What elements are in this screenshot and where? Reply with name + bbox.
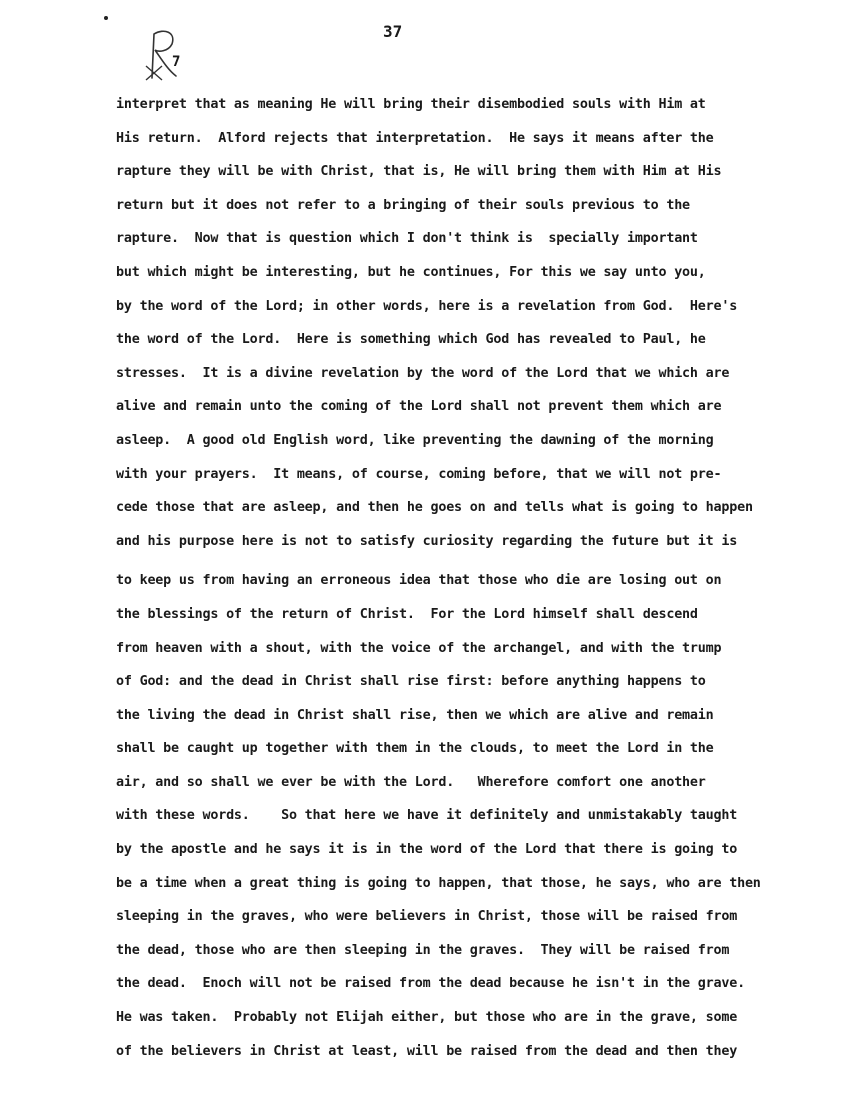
text-line: of the believers in Christ at least, will be raised from the dead and then they [116, 1043, 738, 1059]
text-line: and his purpose here is not to satisfy curiosity regarding the future but it is [116, 533, 738, 549]
text-line: from heaven with a shout, with the voice of the archangel, and with the trump [116, 640, 722, 656]
text-line: with your prayers. It means, of course, coming before, that we will not pre- [116, 466, 722, 482]
text-line: of God: and the dead in Christ shall rise first: before anything happens to [116, 674, 706, 690]
text-line: He was taken. Probably not Elijah either, but those who are in the grave, some [116, 1010, 738, 1026]
text-line: to keep us from having an erroneous idea that those who die are losing out on [116, 573, 722, 589]
text-line: with these words. So that here we have it definitely and unmistakably taught [116, 808, 738, 824]
text-line: rapture they will be with Christ, that is, He will bring them with Him at His [116, 164, 722, 180]
text-line: air, and so shall we ever be with the Lord. Wherefore comfort one another [116, 774, 706, 790]
text-line: shall be caught up together with them in the clouds, to meet the Lord in the [116, 741, 714, 757]
text-line: sleeping in the graves, who were believers in Christ, those will be raised from [116, 909, 738, 925]
text-line: the living the dead in Christ shall rise, then we which are alive and remain [116, 707, 714, 723]
text-line: by the word of the Lord; in other words, here is a revelation from God. Here's [116, 298, 738, 314]
text-line: rapture. Now that is question which I don't think is specially important [116, 231, 698, 247]
text-line: the word of the Lord. Here is something which God has revealed to Paul, he [116, 332, 706, 348]
handwritten-r-mark [140, 26, 200, 86]
margin-number: 7 [172, 54, 181, 70]
text-line: be a time when a great thing is going to happen, that those, he says, who are then [116, 875, 761, 891]
text-line: return but it does not refer to a bringing of their souls previous to the [116, 197, 690, 213]
text-line: by the apostle and he says it is in the word of the Lord that there is going to [116, 842, 738, 858]
text-line: the blessings of the return of Christ. For the Lord himself shall descend [116, 606, 698, 622]
page-number: 37 [383, 22, 403, 41]
text-line: interpret that as meaning He will bring their disembodied souls with Him at [116, 97, 706, 112]
text-line: the dead. Enoch will not be raised from the dead because he isn't in the grave. [116, 976, 745, 992]
text-line: stresses. It is a divine revelation by the word of the Lord that we which are [116, 365, 730, 381]
text-line: the dead, those who are then sleeping in the graves. They will be raised from [116, 942, 730, 958]
text-line: but which might be interesting, but he continues, For this we say unto you, [116, 264, 706, 280]
body-text [116, 88, 816, 1068]
text-line: alive and remain unto the coming of the Lord shall not prevent them which are [116, 399, 722, 415]
text-line: asleep. A good old English word, like preventing the dawning of the morning [116, 432, 714, 448]
text-line: His return. Alford rejects that interpretation. He says it means after the [116, 130, 714, 146]
ink-dot [104, 16, 108, 20]
text-line: cede those that are asleep, and then he goes on and tells what is going to happen [116, 500, 753, 516]
